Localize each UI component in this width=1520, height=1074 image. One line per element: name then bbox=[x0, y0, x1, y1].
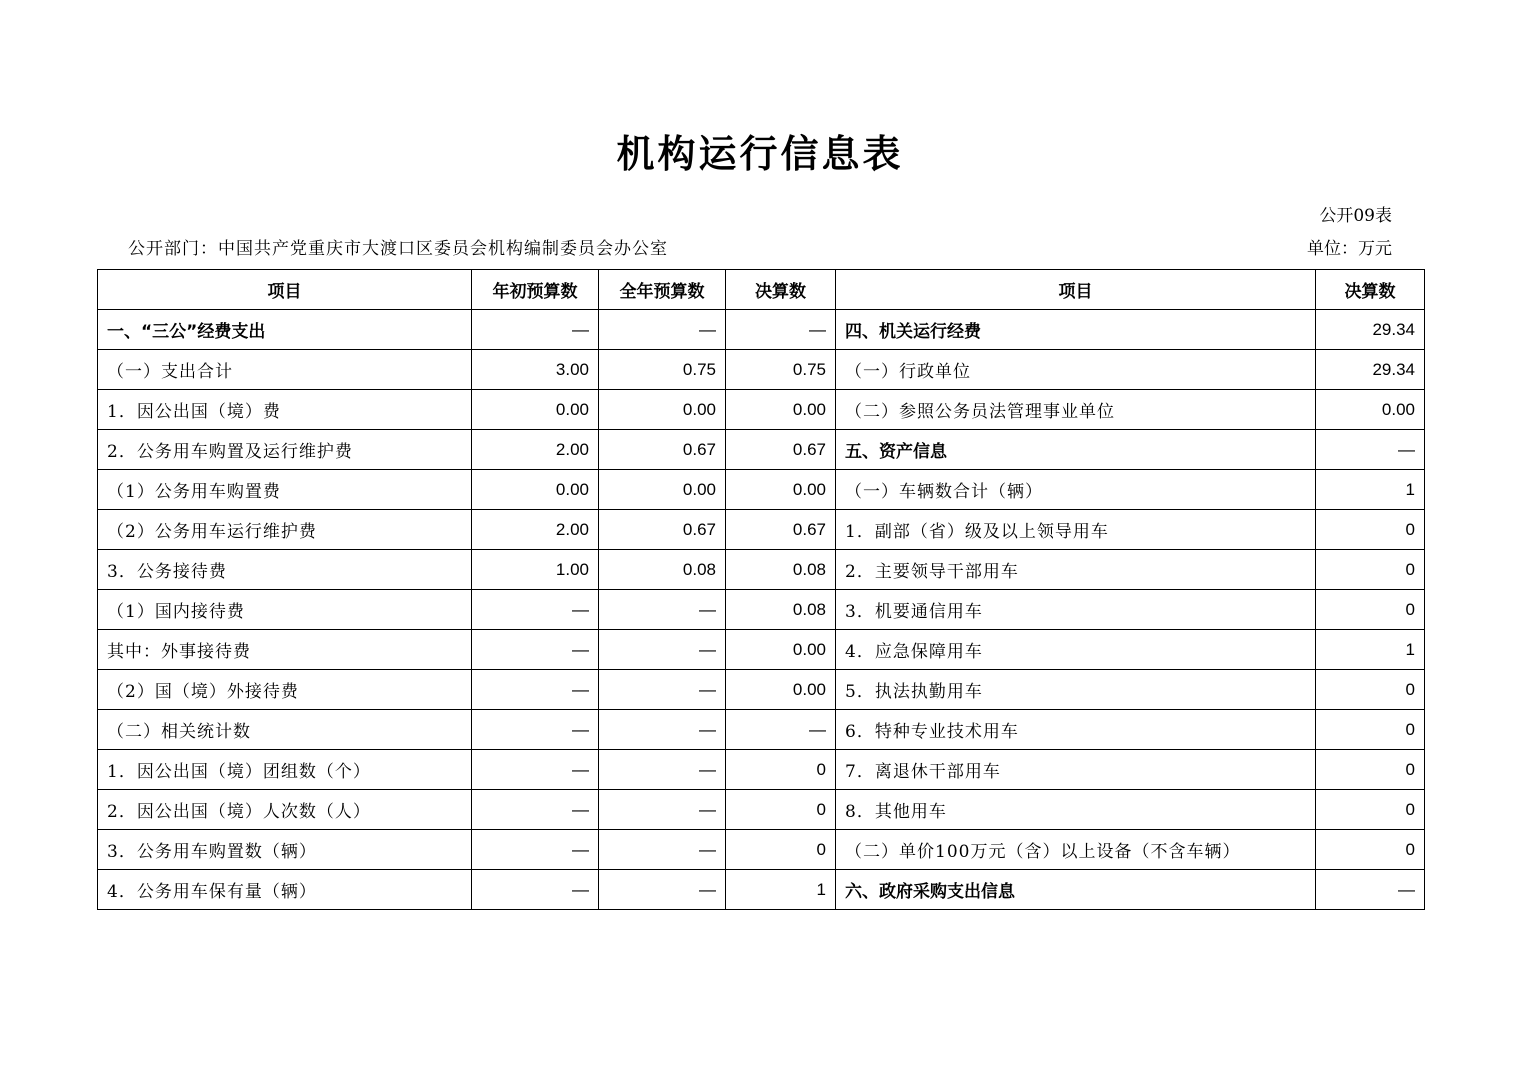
annual-budget-value: 0.00 bbox=[599, 390, 726, 430]
table-row bbox=[98, 550, 1425, 590]
left-final-value: — bbox=[726, 310, 836, 350]
right-item-label: 四、机关运行经费 bbox=[836, 310, 1316, 350]
initial-budget-value: — bbox=[472, 750, 599, 790]
table-row bbox=[98, 510, 1425, 550]
left-final-value: 0 bbox=[726, 790, 836, 830]
table-row bbox=[98, 710, 1425, 750]
left-final-value: 0 bbox=[726, 750, 836, 790]
table-row bbox=[98, 350, 1425, 390]
initial-budget-value: — bbox=[472, 830, 599, 870]
right-final-value: 29.34 bbox=[1316, 310, 1425, 350]
initial-budget-value: 2.00 bbox=[472, 430, 599, 470]
initial-budget-value: 3.00 bbox=[472, 350, 599, 390]
right-final-value: 0 bbox=[1316, 790, 1425, 830]
left-item-label: （1）国内接待费 bbox=[98, 590, 472, 630]
table-body bbox=[98, 310, 1425, 910]
table-row bbox=[98, 870, 1425, 910]
header-item-left: 项目 bbox=[98, 270, 472, 310]
left-item-label: （1）公务用车购置费 bbox=[98, 470, 472, 510]
info-table bbox=[97, 269, 1425, 910]
header-annual-budget: 全年预算数 bbox=[599, 270, 726, 310]
left-final-value: 0.00 bbox=[726, 630, 836, 670]
annual-budget-value: — bbox=[599, 750, 726, 790]
annual-budget-value: — bbox=[599, 590, 726, 630]
initial-budget-value: — bbox=[472, 630, 599, 670]
table-row bbox=[98, 670, 1425, 710]
annual-budget-value: — bbox=[599, 830, 726, 870]
initial-budget-value: — bbox=[472, 670, 599, 710]
left-item-label: （一）支出合计 bbox=[98, 350, 472, 390]
annual-budget-value: 0.75 bbox=[599, 350, 726, 390]
right-item-label: 5．执法执勤用车 bbox=[836, 670, 1316, 710]
table-row bbox=[98, 830, 1425, 870]
right-final-value: 0 bbox=[1316, 750, 1425, 790]
left-final-value: 0.08 bbox=[726, 590, 836, 630]
right-final-value: — bbox=[1316, 870, 1425, 910]
right-item-label: 4．应急保障用车 bbox=[836, 630, 1316, 670]
right-item-label: 6．特种专业技术用车 bbox=[836, 710, 1316, 750]
left-item-label: 3．公务接待费 bbox=[98, 550, 472, 590]
initial-budget-value: 0.00 bbox=[472, 390, 599, 430]
table-row bbox=[98, 590, 1425, 630]
right-item-label: 1．副部（省）级及以上领导用车 bbox=[836, 510, 1316, 550]
initial-budget-value: — bbox=[472, 710, 599, 750]
initial-budget-value: — bbox=[472, 590, 599, 630]
left-item-label: 1．因公出国（境）费 bbox=[98, 390, 472, 430]
annual-budget-value: — bbox=[599, 310, 726, 350]
annual-budget-value: 0.67 bbox=[599, 510, 726, 550]
right-item-label: 7．离退休干部用车 bbox=[836, 750, 1316, 790]
left-item-label: （2）国（境）外接待费 bbox=[98, 670, 472, 710]
left-item-label: 4．公务用车保有量（辆） bbox=[98, 870, 472, 910]
annual-budget-value: 0.67 bbox=[599, 430, 726, 470]
right-item-label: （一）行政单位 bbox=[836, 350, 1316, 390]
header-item-right: 项目 bbox=[836, 270, 1316, 310]
page-title: 机构运行信息表 bbox=[616, 132, 904, 176]
left-final-value: 0.67 bbox=[726, 430, 836, 470]
annual-budget-value: — bbox=[599, 630, 726, 670]
right-final-value: 0 bbox=[1316, 710, 1425, 750]
table-row bbox=[98, 310, 1425, 350]
initial-budget-value: — bbox=[472, 310, 599, 350]
left-final-value: 0.08 bbox=[726, 550, 836, 590]
annual-budget-value: 0.08 bbox=[599, 550, 726, 590]
right-final-value: 0 bbox=[1316, 510, 1425, 550]
right-item-label: 8．其他用车 bbox=[836, 790, 1316, 830]
right-final-value: 29.34 bbox=[1316, 350, 1425, 390]
left-item-label: （2）公务用车运行维护费 bbox=[98, 510, 472, 550]
left-item-label: 2．公务用车购置及运行维护费 bbox=[98, 430, 472, 470]
right-final-value: 1 bbox=[1316, 630, 1425, 670]
left-final-value: 0.00 bbox=[726, 390, 836, 430]
annual-budget-value: — bbox=[599, 710, 726, 750]
left-item-label: 一、“三公”经费支出 bbox=[98, 310, 472, 350]
right-item-label: （二）单价100万元（含）以上设备（不含车辆） bbox=[836, 830, 1316, 870]
initial-budget-value: — bbox=[472, 870, 599, 910]
right-item-label: 2．主要领导干部用车 bbox=[836, 550, 1316, 590]
left-item-label: 3．公务用车购置数（辆） bbox=[98, 830, 472, 870]
left-final-value: 0.00 bbox=[726, 470, 836, 510]
initial-budget-value: 0.00 bbox=[472, 470, 599, 510]
left-final-value: 0.00 bbox=[726, 670, 836, 710]
department-label: 公开部门：中国共产党重庆市大渡口区委员会机构编制委员会办公室 bbox=[128, 239, 668, 259]
table-row bbox=[98, 470, 1425, 510]
right-final-value: 0 bbox=[1316, 590, 1425, 630]
initial-budget-value: — bbox=[472, 790, 599, 830]
left-final-value: 1 bbox=[726, 870, 836, 910]
header-final-left: 决算数 bbox=[726, 270, 836, 310]
left-item-label: 2．因公出国（境）人次数（人） bbox=[98, 790, 472, 830]
table-row bbox=[98, 790, 1425, 830]
initial-budget-value: 2.00 bbox=[472, 510, 599, 550]
table-row bbox=[98, 750, 1425, 790]
right-final-value: — bbox=[1316, 430, 1425, 470]
initial-budget-value: 1.00 bbox=[472, 550, 599, 590]
right-item-label: 六、政府采购支出信息 bbox=[836, 870, 1316, 910]
right-final-value: 1 bbox=[1316, 470, 1425, 510]
left-final-value: 0 bbox=[726, 830, 836, 870]
right-item-label: （一）车辆数合计（辆） bbox=[836, 470, 1316, 510]
header-final-right: 决算数 bbox=[1316, 270, 1425, 310]
left-item-label: 其中：外事接待费 bbox=[98, 630, 472, 670]
annual-budget-value: — bbox=[599, 790, 726, 830]
right-final-value: 0 bbox=[1316, 830, 1425, 870]
header-initial-budget: 年初预算数 bbox=[472, 270, 599, 310]
right-final-value: 0.00 bbox=[1316, 390, 1425, 430]
table-row bbox=[98, 430, 1425, 470]
table-row bbox=[98, 390, 1425, 430]
right-final-value: 0 bbox=[1316, 550, 1425, 590]
left-item-label: 1．因公出国（境）团组数（个） bbox=[98, 750, 472, 790]
annual-budget-value: 0.00 bbox=[599, 470, 726, 510]
right-item-label: 3．机要通信用车 bbox=[836, 590, 1316, 630]
annual-budget-value: — bbox=[599, 670, 726, 710]
annual-budget-value: — bbox=[599, 870, 726, 910]
right-final-value: 0 bbox=[1316, 670, 1425, 710]
right-item-label: 五、资产信息 bbox=[836, 430, 1316, 470]
unit-label: 单位：万元 bbox=[1307, 239, 1392, 259]
left-final-value: 0.75 bbox=[726, 350, 836, 390]
right-item-label: （二）参照公务员法管理事业单位 bbox=[836, 390, 1316, 430]
left-final-value: 0.67 bbox=[726, 510, 836, 550]
table-row bbox=[98, 630, 1425, 670]
table-number: 公开09表 bbox=[1319, 206, 1392, 226]
left-final-value: — bbox=[726, 710, 836, 750]
header-row bbox=[98, 270, 1425, 310]
left-item-label: （二）相关统计数 bbox=[98, 710, 472, 750]
